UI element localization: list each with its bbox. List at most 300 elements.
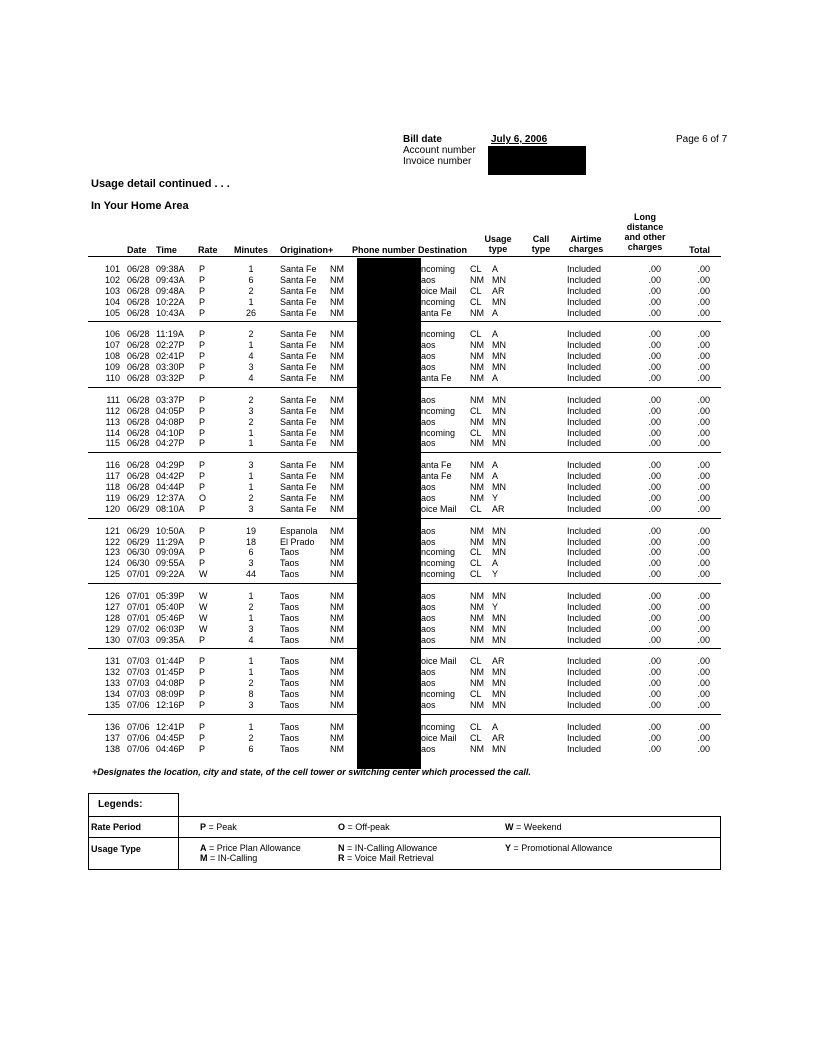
col-call-type-line2: type — [531, 244, 551, 254]
cell-time: 05:39P — [156, 591, 185, 601]
cell-destination-state: NM — [470, 525, 484, 536]
cell-usage-type: A — [492, 471, 499, 482]
cell-long-distance-charges: .00 — [648, 601, 661, 612]
cell-origination-state: NM — [330, 743, 344, 754]
cell-origination-state: NM — [330, 492, 344, 503]
cell-total: .00 — [697, 536, 710, 547]
cell-time: 02:27P — [156, 340, 185, 351]
legend-weekend-text: = Weekend — [513, 822, 562, 832]
cell-destination: aos — [421, 351, 436, 362]
cell-airtime-charges: Included — [567, 492, 602, 503]
cell-long-distance-charges: .00 — [648, 634, 661, 645]
cell-origination-state: NM — [330, 678, 344, 689]
cell-minutes: 26 — [245, 307, 256, 318]
cell-minutes: 6 — [248, 274, 254, 285]
cell-total: .00 — [697, 460, 710, 471]
cell-airtime-charges: Included — [567, 721, 602, 732]
cell-destination-state: CL — [470, 656, 482, 667]
cell-date: 06/30 — [127, 547, 150, 558]
cell-origination-state: NM — [330, 601, 344, 612]
cell-minutes: 2 — [248, 394, 254, 405]
cell-rate: P — [199, 634, 206, 645]
cell-destination-state: NM — [470, 438, 484, 449]
legend-offpeak-key: O — [338, 822, 346, 832]
cell-long-distance-charges: .00 — [648, 536, 661, 547]
cell-rate: P — [199, 503, 206, 514]
cell-usage-type: Y — [492, 569, 499, 580]
cell-destination: aos — [421, 340, 436, 351]
cell-time: 04:42P — [156, 471, 185, 482]
cell-origination-state: NM — [330, 656, 344, 667]
cell-airtime-charges: Included — [567, 274, 602, 285]
cell-airtime-charges: Included — [567, 438, 602, 449]
cell-airtime-charges: Included — [567, 623, 602, 634]
cell-rate: P — [199, 438, 206, 449]
cell-minutes: 4 — [248, 634, 254, 645]
cell-minutes: 2 — [248, 329, 254, 340]
cell-origination-state: NM — [330, 274, 344, 285]
cell-date: 06/28 — [127, 416, 150, 427]
cell-minutes: 2 — [248, 285, 254, 296]
cell-origination-state: NM — [330, 351, 344, 362]
cell-destination: oice Mail — [421, 503, 457, 514]
cell-origination-state: NM — [330, 307, 344, 318]
cell-long-distance-charges: .00 — [648, 482, 661, 492]
cell-time: 10:50A — [156, 525, 185, 536]
cell-destination-state: CL — [470, 405, 482, 416]
cell-usage-type: MN — [492, 689, 506, 700]
cell-origination-state: NM — [330, 340, 344, 351]
legend-peak-key: P — [200, 822, 207, 832]
cell-usage-type: MN — [492, 394, 506, 405]
legend-weekend-key: W — [505, 822, 514, 832]
cell-origination-state: NM — [330, 634, 344, 645]
cell-airtime-charges: Included — [567, 285, 602, 296]
cell-long-distance-charges: .00 — [648, 569, 661, 580]
legend-rate-period-label: Rate Period — [91, 822, 142, 832]
cell-long-distance-charges: .00 — [648, 405, 661, 416]
cell-destination: oice Mail — [421, 656, 457, 667]
cell-origination-city: Santa Fe — [280, 264, 317, 274]
cell-time: 10:43A — [156, 307, 185, 318]
cell-row-number: 113 — [105, 416, 120, 427]
cell-destination-state: CL — [470, 427, 482, 438]
cell-row-number: 130 — [104, 634, 120, 645]
cell-row-number: 125 — [104, 569, 120, 580]
cell-long-distance-charges: .00 — [648, 394, 661, 405]
legend-voice-mail-key: R — [338, 853, 345, 863]
cell-total: .00 — [697, 427, 710, 438]
cell-rate: P — [199, 416, 206, 427]
cell-row-number: 123 — [104, 547, 120, 558]
cell-row-number: 129 — [104, 623, 120, 634]
cell-total: .00 — [697, 482, 710, 492]
cell-destination: aos — [421, 492, 436, 503]
cell-destination-state: NM — [470, 460, 484, 471]
cell-origination-state: NM — [330, 721, 344, 732]
cell-date: 06/28 — [127, 274, 150, 285]
legend-in-calling-allowance — [338, 843, 437, 853]
col-origination: Origination+ — [280, 245, 334, 255]
cell-date: 06/29 — [127, 536, 150, 547]
cell-usage-type: MN — [492, 700, 506, 710]
cell-rate: P — [199, 667, 206, 678]
col-airtime-line2: charges — [568, 244, 604, 254]
cell-date: 06/28 — [127, 405, 150, 416]
account-number-label: Account number — [403, 145, 476, 156]
cell-usage-type: MN — [492, 536, 506, 547]
cell-origination-state: NM — [330, 394, 344, 405]
cell-origination-city: Santa Fe — [280, 373, 317, 383]
cell-destination: aos — [421, 591, 436, 601]
cell-row-number: 109 — [104, 362, 120, 373]
col-ld-line3: and other — [624, 232, 666, 242]
cell-date: 07/06 — [127, 721, 150, 732]
cell-origination-city: Taos — [280, 721, 300, 732]
cell-destination: ncoming — [421, 296, 456, 307]
legend-promotional-key: Y — [505, 843, 512, 853]
cell-date: 07/01 — [127, 591, 150, 601]
cell-time: 06:03P — [156, 623, 185, 634]
cell-airtime-charges: Included — [567, 482, 602, 492]
cell-origination-state: NM — [330, 536, 344, 547]
cell-row-number: 103 — [104, 285, 120, 296]
cell-rate: W — [199, 569, 208, 580]
cell-destination-state: CL — [470, 558, 482, 569]
legend-weekend — [505, 822, 562, 832]
cell-long-distance-charges: .00 — [648, 700, 661, 710]
cell-long-distance-charges: .00 — [648, 558, 661, 569]
cell-rate: P — [199, 362, 206, 373]
cell-rate: P — [199, 329, 206, 340]
cell-airtime-charges: Included — [567, 416, 602, 427]
cell-origination-city: Santa Fe — [280, 340, 317, 351]
cell-destination: ncoming — [421, 721, 456, 732]
cell-origination-city: Santa Fe — [280, 471, 317, 482]
cell-rate: P — [199, 678, 206, 689]
cell-long-distance-charges: .00 — [648, 460, 661, 471]
cell-row-number: 121 — [104, 525, 120, 536]
cell-usage-type: MN — [492, 427, 506, 438]
cell-destination: ncoming — [421, 264, 456, 274]
table-header-rule — [88, 256, 721, 257]
cell-usage-type: AR — [492, 503, 505, 514]
cell-origination-city: Santa Fe — [280, 416, 317, 427]
cell-minutes: 3 — [248, 700, 254, 710]
cell-long-distance-charges: .00 — [648, 525, 661, 536]
cell-time: 12:37A — [156, 492, 185, 503]
cell-destination: aos — [421, 612, 436, 623]
cell-total: .00 — [697, 492, 710, 503]
cell-date: 06/29 — [127, 525, 150, 536]
invoice-number-label: Invoice number — [403, 156, 472, 167]
cell-minutes: 8 — [248, 689, 254, 700]
cell-row-number: 119 — [105, 492, 120, 503]
cell-destination-state: NM — [470, 351, 484, 362]
cell-origination-city: Taos — [280, 689, 300, 700]
legend-offpeak — [338, 822, 390, 832]
cell-date: 07/03 — [127, 689, 150, 700]
cell-destination: aos — [421, 525, 436, 536]
cell-total: .00 — [697, 264, 710, 274]
cell-time: 09:43A — [156, 274, 185, 285]
legend-in-calling-text: = IN-Calling — [207, 853, 258, 863]
cell-usage-type: MN — [492, 405, 506, 416]
cell-usage-type: MN — [492, 438, 506, 449]
cell-destination: oice Mail — [421, 732, 457, 743]
cell-destination: aos — [421, 743, 436, 754]
cell-destination: aos — [421, 634, 436, 645]
cell-minutes: 1 — [248, 482, 254, 492]
col-call-type-line1: Call — [532, 234, 550, 244]
cell-date: 06/28 — [127, 471, 150, 482]
cell-usage-type: MN — [492, 612, 506, 623]
cell-destination-state: NM — [470, 667, 484, 678]
cell-total: .00 — [697, 351, 710, 362]
cell-destination-state: NM — [470, 471, 484, 482]
cell-usage-type: Y — [492, 601, 499, 612]
cell-destination: ncoming — [421, 569, 456, 580]
cell-row-number: 132 — [104, 667, 120, 678]
cell-airtime-charges: Included — [567, 471, 602, 482]
cell-destination: aos — [421, 482, 436, 492]
cell-row-number: 115 — [105, 438, 120, 449]
legend-offpeak-text: = Off-peak — [345, 822, 390, 832]
cell-minutes: 19 — [245, 525, 256, 536]
cell-airtime-charges: Included — [567, 307, 602, 318]
cell-time: 03:32P — [156, 373, 185, 383]
cell-origination-state: NM — [330, 525, 344, 536]
cell-airtime-charges: Included — [567, 296, 602, 307]
cell-destination-state: NM — [470, 492, 484, 503]
cell-row-number: 114 — [105, 427, 120, 438]
cell-long-distance-charges: .00 — [648, 285, 661, 296]
cell-time: 04:05P — [156, 405, 185, 416]
cell-origination-city: Taos — [280, 601, 300, 612]
cell-time: 04:29P — [156, 460, 185, 471]
cell-date: 06/28 — [127, 427, 150, 438]
cell-destination-state: CL — [470, 296, 482, 307]
cell-long-distance-charges: .00 — [648, 296, 661, 307]
cell-row-number: 110 — [105, 373, 120, 383]
cell-usage-type: MN — [492, 482, 506, 492]
cell-total: .00 — [697, 296, 710, 307]
cell-minutes: 3 — [248, 405, 254, 416]
cell-time: 05:46P — [156, 612, 185, 623]
col-date: Date — [127, 245, 147, 255]
col-usage-type-line2: type — [488, 244, 508, 254]
cell-origination-state: NM — [330, 329, 344, 340]
cell-row-number: 117 — [105, 471, 120, 482]
cell-usage-type: MN — [492, 362, 506, 373]
cell-row-number: 101 — [104, 264, 120, 274]
cell-usage-type: MN — [492, 296, 506, 307]
cell-total: .00 — [697, 569, 710, 580]
cell-long-distance-charges: .00 — [648, 438, 661, 449]
cell-origination-city: Taos — [280, 743, 300, 754]
legend-title: Legends: — [98, 799, 143, 810]
cell-minutes: 2 — [248, 601, 254, 612]
cell-long-distance-charges: .00 — [648, 667, 661, 678]
cell-minutes: 2 — [248, 678, 254, 689]
cell-total: .00 — [697, 721, 710, 732]
cell-origination-city: Taos — [280, 656, 300, 667]
cell-row-number: 137 — [104, 732, 120, 743]
cell-date: 06/28 — [127, 438, 150, 449]
cell-row-number: 127 — [104, 601, 120, 612]
cell-origination-city: Santa Fe — [280, 503, 317, 514]
cell-row-number: 138 — [104, 743, 120, 754]
cell-origination-state: NM — [330, 623, 344, 634]
cell-time: 11:19A — [156, 329, 184, 340]
cell-row-number: 124 — [104, 558, 120, 569]
cell-usage-type: MN — [492, 667, 506, 678]
cell-rate: P — [199, 285, 206, 296]
cell-usage-type: MN — [492, 416, 506, 427]
cell-total: .00 — [697, 689, 710, 700]
cell-rate: P — [199, 351, 206, 362]
cell-long-distance-charges: .00 — [648, 591, 661, 601]
col-minutes: Minutes — [234, 245, 269, 255]
cell-total: .00 — [697, 623, 710, 634]
cell-minutes: 3 — [248, 623, 254, 634]
cell-minutes: 6 — [248, 547, 254, 558]
cell-total: .00 — [697, 547, 710, 558]
cell-origination-city: Santa Fe — [280, 438, 317, 449]
cell-minutes: 1 — [248, 296, 254, 307]
col-long-distance-charges — [622, 212, 668, 252]
cell-row-number: 133 — [104, 678, 120, 689]
cell-long-distance-charges: .00 — [648, 656, 661, 667]
col-ld-line1: Long — [634, 212, 656, 222]
cell-origination-state: NM — [330, 503, 344, 514]
cell-origination-city: Espanola — [280, 525, 318, 536]
col-ld-line4: charges — [627, 242, 663, 252]
cell-origination-city: Santa Fe — [280, 482, 317, 492]
cell-rate: P — [199, 340, 206, 351]
cell-airtime-charges: Included — [567, 656, 602, 667]
cell-time: 04:08P — [156, 678, 185, 689]
cell-date: 06/28 — [127, 362, 150, 373]
cell-usage-type: MN — [492, 591, 506, 601]
cell-time: 01:44P — [156, 656, 185, 667]
cell-airtime-charges: Included — [567, 743, 602, 754]
cell-total: .00 — [697, 438, 710, 449]
cell-destination: aos — [421, 394, 436, 405]
cell-origination-state: NM — [330, 362, 344, 373]
col-total: Total — [689, 245, 710, 255]
cell-total: .00 — [697, 667, 710, 678]
cell-origination-city: Taos — [280, 667, 300, 678]
cell-origination-state: NM — [330, 732, 344, 743]
cell-date: 07/06 — [127, 732, 150, 743]
cell-rate: W — [199, 623, 208, 634]
cell-destination: aos — [421, 362, 436, 373]
cell-time: 09:48A — [156, 285, 185, 296]
cell-row-number: 102 — [104, 274, 120, 285]
legend-in-calling-allowance-key: N — [338, 843, 345, 853]
cell-destination: aos — [421, 438, 436, 449]
cell-destination-state: CL — [470, 264, 482, 274]
cell-destination: aos — [421, 416, 436, 427]
cell-destination-state: NM — [470, 612, 484, 623]
usage-detail-continued-title: Usage detail continued . . . — [91, 178, 230, 190]
cell-destination-state: NM — [470, 601, 484, 612]
cell-date: 07/01 — [127, 601, 150, 612]
cell-usage-type: AR — [492, 656, 505, 667]
col-phone-number: Phone number — [352, 245, 416, 255]
cell-total: .00 — [697, 416, 710, 427]
cell-usage-type: A — [492, 721, 499, 732]
cell-origination-city: Santa Fe — [280, 492, 317, 503]
cell-minutes: 2 — [248, 492, 254, 503]
legend-promotional — [505, 843, 612, 853]
cell-date: 07/01 — [127, 569, 150, 580]
col-usage-type — [480, 234, 516, 254]
cell-long-distance-charges: .00 — [648, 689, 661, 700]
cell-airtime-charges: Included — [567, 373, 602, 383]
cell-rate: P — [199, 558, 206, 569]
cell-destination: aos — [421, 536, 436, 547]
cell-origination-city: Taos — [280, 591, 300, 601]
cell-rate: P — [199, 700, 206, 710]
cell-row-number: 126 — [104, 591, 120, 601]
cell-date: 06/29 — [127, 503, 150, 514]
cell-minutes: 3 — [248, 460, 254, 471]
cell-long-distance-charges: .00 — [648, 307, 661, 318]
cell-row-number: 122 — [104, 536, 120, 547]
cell-origination-city: Taos — [280, 547, 300, 558]
cell-airtime-charges: Included — [567, 667, 602, 678]
cell-date: 06/28 — [127, 264, 150, 274]
legend-usage-type-label: Usage Type — [91, 844, 141, 854]
cell-destination-state: NM — [470, 634, 484, 645]
legend-in-calling-allowance-text: = IN-Calling Allowance — [344, 843, 438, 853]
cell-destination-state: NM — [470, 307, 484, 318]
cell-total: .00 — [697, 558, 710, 569]
cell-time: 09:38A — [156, 264, 185, 274]
cell-date: 06/28 — [127, 373, 150, 383]
cell-time: 12:16P — [156, 700, 185, 710]
cell-minutes: 2 — [248, 732, 254, 743]
cell-origination-city: Santa Fe — [280, 405, 317, 416]
cell-rate: P — [199, 296, 206, 307]
cell-total: .00 — [697, 340, 710, 351]
cell-date: 07/03 — [127, 656, 150, 667]
cell-rate: P — [199, 656, 206, 667]
cell-time: 10:22A — [156, 296, 185, 307]
cell-destination-state: NM — [470, 340, 484, 351]
cell-airtime-charges: Included — [567, 689, 602, 700]
col-rate: Rate — [198, 245, 218, 255]
cell-airtime-charges: Included — [567, 525, 602, 536]
cell-minutes: 18 — [245, 536, 256, 547]
cell-origination-city: Santa Fe — [280, 362, 317, 373]
cell-destination: aos — [421, 667, 436, 678]
redaction-block-phone-numbers — [357, 258, 421, 769]
bill-date-label: Bill date — [403, 134, 442, 145]
cell-airtime-charges: Included — [567, 405, 602, 416]
cell-destination: oice Mail — [421, 285, 457, 296]
cell-total: .00 — [697, 732, 710, 743]
legend-in-calling — [200, 853, 257, 863]
redaction-block-account — [488, 146, 586, 175]
cell-origination-city: Santa Fe — [280, 296, 317, 307]
cell-destination: aos — [421, 678, 436, 689]
col-usage-type-line1: Usage — [484, 234, 512, 244]
cell-airtime-charges: Included — [567, 351, 602, 362]
footnote: +Designates the location, city and state, of the cell tower or switching center which processed the call. — [92, 767, 531, 777]
